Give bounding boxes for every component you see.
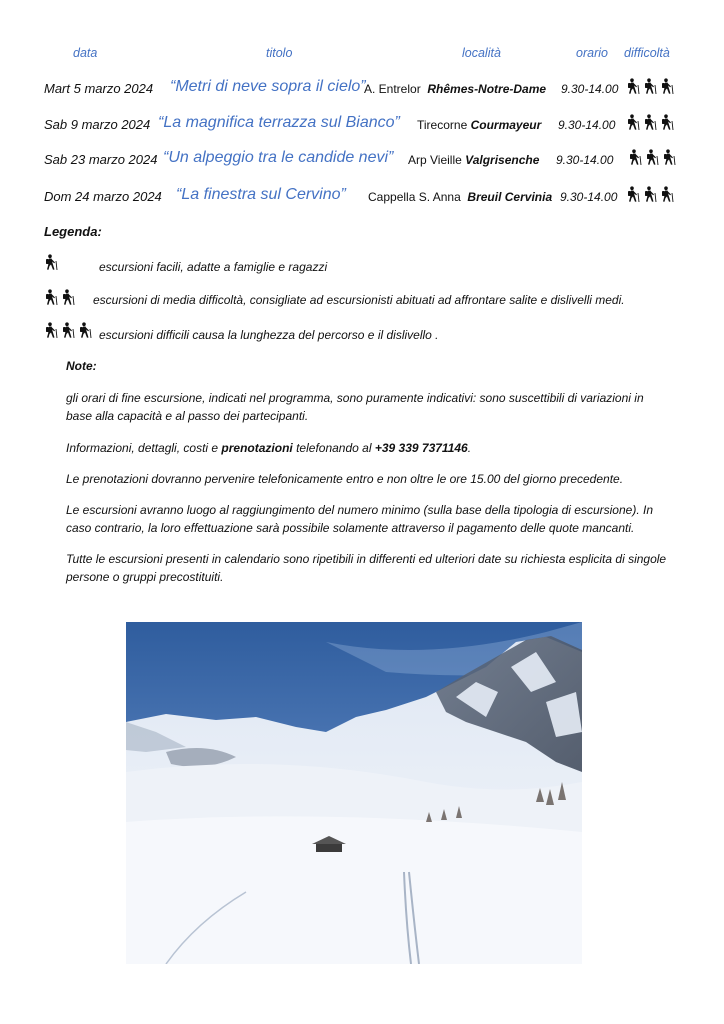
legend-icons-hard: [44, 322, 92, 338]
hiker-icon: [626, 114, 640, 130]
note-paragraph: Le prenotazioni dovranno pervenire telefonicamente entro e non oltre le ore 15.00 del giorno precedente.: [66, 472, 624, 486]
event-time: 9.30-14.00: [556, 153, 614, 167]
hiker-icon: [44, 322, 58, 338]
note-paragraph: Le escursioni avranno luogo al raggiungimento del numero minimo (sulla base della tipologia di escursione). In caso contrario, la loro effettuazione sarà possibile solamente attraverso il pagamento delle quote mancanti.: [66, 503, 654, 535]
event-location: Tirecorne Courmayeur: [417, 118, 542, 132]
hiker-icon: [78, 322, 92, 338]
legend-title: Legenda:: [44, 224, 102, 239]
hiker-icon: [645, 149, 659, 165]
event-title: “Un alpeggio tra le candide nevi”: [163, 149, 394, 166]
hiker-icon: [626, 186, 640, 202]
event-date: Mart 5 marzo 2024: [44, 81, 154, 96]
note-paragraph: Tutte le escursioni presenti in calendario sono ripetibili in differenti ed ulteriori date su richiesta esplicita di singole persone o gruppi precostituiti.: [66, 552, 667, 584]
legend-text-hard: escursioni difficili causa la lunghezza del percorso e il dislivello .: [99, 328, 439, 342]
hiker-icon: [44, 289, 58, 305]
note-paragraph-contacts: Informazioni, dettagli, costi e prenotazioni telefonando al +39 339 7371146.: [66, 441, 472, 455]
hiker-icon: [660, 78, 674, 94]
event-row: [0, 78, 724, 102]
event-row: [0, 149, 724, 173]
event-location: Arp Vieille Valgrisenche: [408, 153, 540, 167]
note-paragraph: gli orari di fine escursione, indicati nel programma, sono puramente indicativi: sono suscettibili di variazioni in base alla capacità e al passo dei partecipanti.: [66, 391, 644, 423]
header-location: località: [462, 46, 501, 60]
hiker-icon: [628, 149, 642, 165]
event-time: 9.30-14.00: [560, 190, 618, 204]
legend-text-easy: escursioni facili, adatte a famiglie e ragazzi: [99, 260, 328, 274]
hiker-icon: [660, 114, 674, 130]
legend-icons-medium: [44, 289, 75, 305]
event-location: Cappella S. Anna Breuil Cervinia: [368, 190, 553, 204]
event-date: Sab 9 marzo 2024: [44, 117, 151, 132]
event-title: “La finestra sul Cervino”: [176, 186, 346, 203]
hiker-icon: [662, 149, 676, 165]
event-row: [0, 186, 724, 210]
event-location: A. Entrelor Rhêmes-Notre-Dame: [364, 82, 547, 96]
difficulty-rating: [628, 149, 676, 165]
event-date: Dom 24 marzo 2024: [44, 189, 162, 204]
notes-title: Note:: [66, 359, 97, 373]
hiker-icon: [626, 78, 640, 94]
event-row: [0, 114, 724, 138]
hiker-icon: [61, 289, 75, 305]
event-date: Sab 23 marzo 2024: [44, 152, 158, 167]
hiker-icon: [643, 186, 657, 202]
header-time: orario: [576, 46, 608, 60]
mountain-snow-photo: [126, 622, 582, 964]
legend-icons-easy: [44, 254, 58, 270]
difficulty-rating: [626, 186, 674, 202]
legend-text-medium: escursioni di media difficoltà, consigliate ad escursionisti abituati ad affrontare salite e dislivelli medi.: [93, 293, 625, 307]
header-date: data: [73, 46, 98, 60]
event-title: “Metri di neve sopra il cielo”: [170, 78, 366, 95]
hiker-icon: [643, 114, 657, 130]
difficulty-rating: [626, 78, 674, 94]
hiker-icon: [61, 322, 75, 338]
hiker-icon: [44, 254, 58, 270]
hiker-icon: [660, 186, 674, 202]
event-time: 9.30-14.00: [561, 82, 619, 96]
hiker-icon: [643, 78, 657, 94]
header-difficulty: difficoltà: [624, 46, 670, 60]
difficulty-rating: [626, 114, 674, 130]
event-time: 9.30-14.00: [558, 118, 616, 132]
event-title: “La magnifica terrazza sul Bianco”: [158, 114, 400, 131]
header-title: titolo: [266, 46, 293, 60]
